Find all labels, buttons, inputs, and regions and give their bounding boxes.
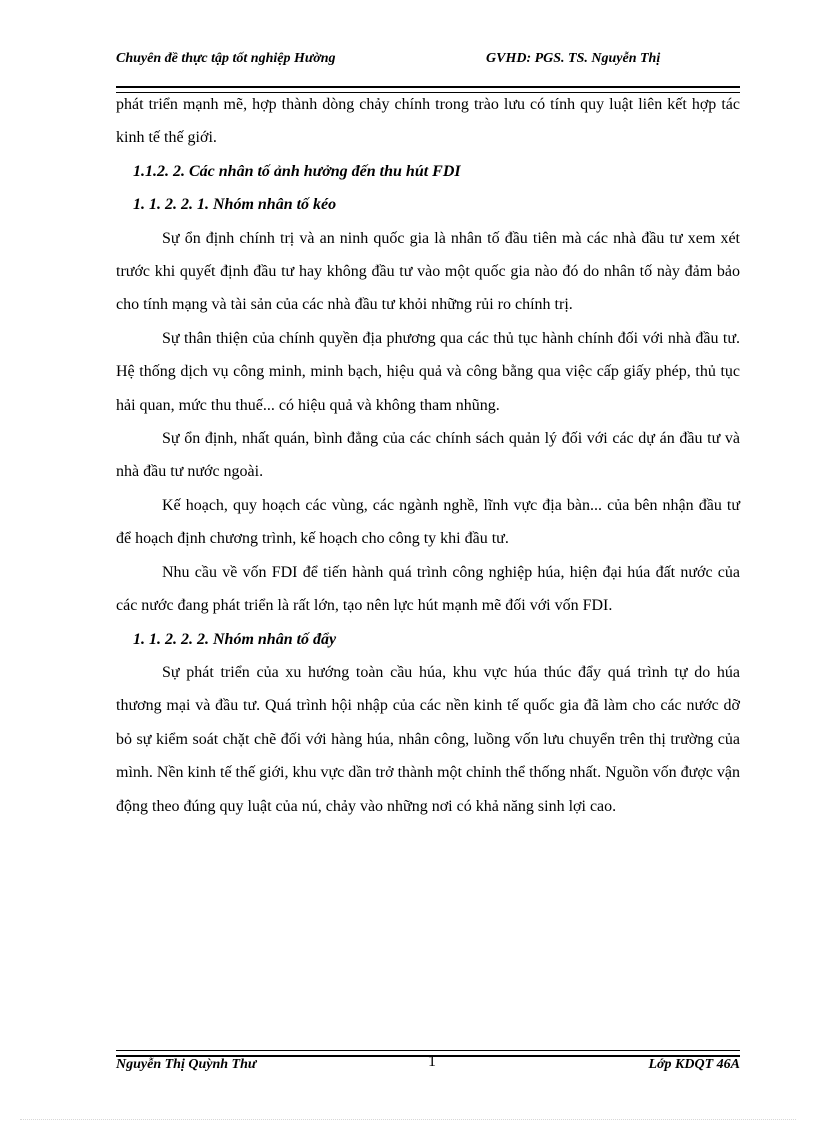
paragraph: Nhu cầu về vốn FDI để tiến hành quá trình công nghiệp húa, hiện đại húa đất nước của các nước đang phát triển là rất lớn, tạo nên lực hút mạnh mẽ đối với vốn FDI. xyxy=(116,563,740,615)
paragraph: Sự ổn định chính trị và an ninh quốc gia là nhân tố đầu tiên mà các nhà đầu tư xem xét trước khi quyết định đầu tư hay không đầu tư vào một quốc gia nào đó do nhân tố này đảm bảo cho tính mạng và tài sản của các nhà đầu tư khỏi những rủi ro chính trị. xyxy=(116,229,740,314)
paragraph: Sự phát triển của xu hướng toàn cầu húa, khu vực húa thúc đẩy quá trình tự do húa thương mại và đầu tư. Quá trình hội nhập của các nền kinh tế quốc gia đã làm cho các nước dỡ bỏ sự kiểm soát chặt chẽ đối với hàng húa, nhân công, luồng vốn lưu chuyển trên thị trường của mình. Nền kinh tế thế giới, khu vực dần trở thành một chỉnh thể thống nhất. Nguồn vốn được vận động theo đúng quy luật của nú, chảy vào những nơi có khả năng sinh lợi cao. xyxy=(116,663,740,815)
header-right-text: GVHD: PGS. TS. Nguyễn Thị xyxy=(486,51,661,66)
page-number: 1 xyxy=(428,1053,436,1070)
footer-author: Nguyễn Thị Quỳnh Thư xyxy=(116,1057,257,1072)
page-header xyxy=(116,50,740,88)
paragraph: Sự thân thiện của chính quyền địa phương qua các thủ tục hành chính đối với nhà đầu tư. Hệ thống dịch vụ công minh, minh bạch, hiệu quả và công bằng qua việc cấp giấy phép, thủ tục hải quan, mức thu thuế... có hiệu quả và không tham nhũng. xyxy=(116,329,740,414)
page-footer xyxy=(116,1053,740,1077)
footer-class: Lớp KDQT 46A xyxy=(648,1057,740,1072)
subsection-heading: 1. 1. 2. 2. 1. Nhóm nhân tố kéo xyxy=(133,196,337,214)
paragraph: Kế hoạch, quy hoạch các vùng, các ngành nghề, lĩnh vực địa bàn... của bên nhận đầu tư để hoạch định chương trình, kế hoạch cho công ty khi đầu tư. xyxy=(116,496,740,548)
paragraph: phát triển mạnh mẽ, hợp thành dòng chảy chính trong trào lưu có tính quy luật liên kết hợp tác kinh tế thế giới. xyxy=(116,96,740,147)
page-edge-divider xyxy=(20,1119,796,1120)
paragraph: Sự ổn định, nhất quán, bình đẳng của các chính sách quản lý đối với các dự án đầu tư và nhà đầu tư nước ngoài. xyxy=(116,430,740,481)
document-body xyxy=(116,88,740,823)
header-left-text: Chuyên đề thực tập tốt nghiệp Hường xyxy=(116,51,336,66)
subsection-heading: 1. 1. 2. 2. 2. Nhóm nhân tố đẩy xyxy=(133,630,337,648)
section-heading: 1.1.2. 2. Các nhân tố ảnh hưởng đến thu hút FDI xyxy=(133,162,461,180)
